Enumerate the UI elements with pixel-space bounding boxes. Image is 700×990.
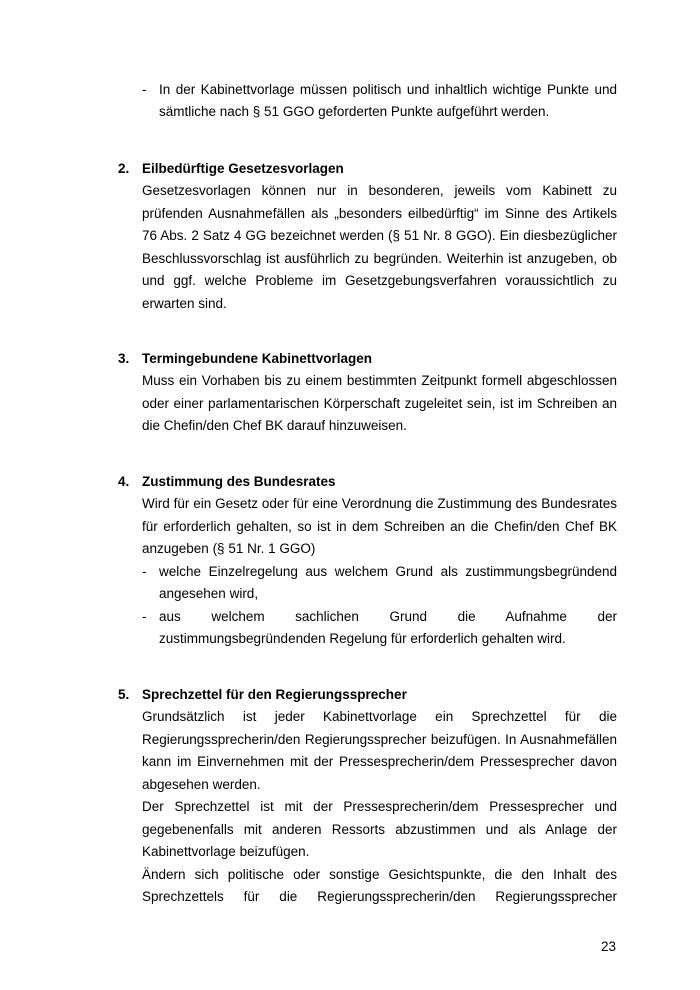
section-5 [118,684,617,909]
section-title: Termingebundene Kabinettvorlagen [142,351,373,366]
section-number: 5. [118,687,130,702]
bullet-dash: - [142,563,147,579]
list-item [142,606,617,651]
section-2 [118,158,617,315]
list-item [142,561,617,606]
list-item-text: aus welchem sachlichen Grund die Aufnahme der zustimmungsbegründenden Regelung für erforderlich gehalten wird. [159,608,617,646]
section-number: 4. [118,474,130,489]
section-paragraph: Gesetzesvorlagen können nur in besonderen, jeweils vom Kabinett zu prüfenden Ausnahmefällen als „besonders eilbedürftig“ im Sinne des Artikels 76 Abs. 2 Satz 4 GG bezeichnet werden (§ 51 Nr. 8 GGO). Ein diesbezüglicher Beschlussvorschlag ist ausführlich zu begründen. Weiterhin ist anzugeben, ob und ggf. welche Probleme im Gesetzgebungsverfahren voraussichtlich zu erwarten sind. [142,183,617,311]
bullet-text: In der Kabinettvorlage müssen politisch und inhaltlich wichtige Punkte und sämtliche nach § 51 GGO geforderten Punkte aufgeführt werden. [159,82,617,119]
section-title: Sprechzettel für den Regierungssprecher [142,687,407,702]
section-paragraph: Wird für ein Gesetz oder für eine Verordnung die Zustimmung des Bundesrates für erforderlich gehalten, so ist in dem Schreiben an die Chefin/den Chef BK anzugeben (§ 51 Nr. 1 GGO) [142,496,617,556]
section-paragraph: Grundsätzlich ist jeder Kabinettvorlage ein Sprechzettel für die Regierungssprecherin/den Regierungssprecher beizufügen. In Ausnahmefällen kann im Einvernehmen mit der Pressesprecherin/dem Pressesprecher davon abgesehen werden. [142,709,617,792]
section-heading [118,471,617,493]
section-4 [118,471,617,651]
section-paragraph: Ändern sich politische oder sonstige Gesichtspunkte, die den Inhalt des Sprechzettels für die Regierungssprecherin/den Regierungssprecher [142,866,617,904]
section-number: 2. [118,161,130,176]
section-paragraph: Der Sprechzettel ist mit der Pressesprecherin/dem Pressesprecher und gegebenenfalls mit anderen Ressorts abzustimmen und als Anlage der Kabinettvorlage beizufügen. [142,799,617,859]
section-paragraph: Muss ein Vorhaben bis zu einem bestimmten Zeitpunkt formell abgeschlossen oder einer parlamentarischen Körperschaft zugeleitet sein, ist im Schreiben an die Chefin/den Chef BK darauf hinzuweisen. [142,373,617,433]
section-heading [118,158,617,180]
bullet-dash: - [142,608,147,624]
section-heading [118,684,617,706]
section-title: Zustimmung des Bundesrates [142,474,336,489]
page-number: 23 [600,939,616,954]
section-title: Eilbedürftige Gesetzesvorlagen [142,161,344,176]
section-3 [118,348,617,438]
section-heading [118,348,617,370]
top-bullet [142,79,617,123]
bullet-dash: - [142,82,147,97]
list-item-text: welche Einzelregelung aus welchem Grund als zustimmungsbegründend angesehen wird, [159,563,617,601]
section-number: 3. [118,351,130,366]
